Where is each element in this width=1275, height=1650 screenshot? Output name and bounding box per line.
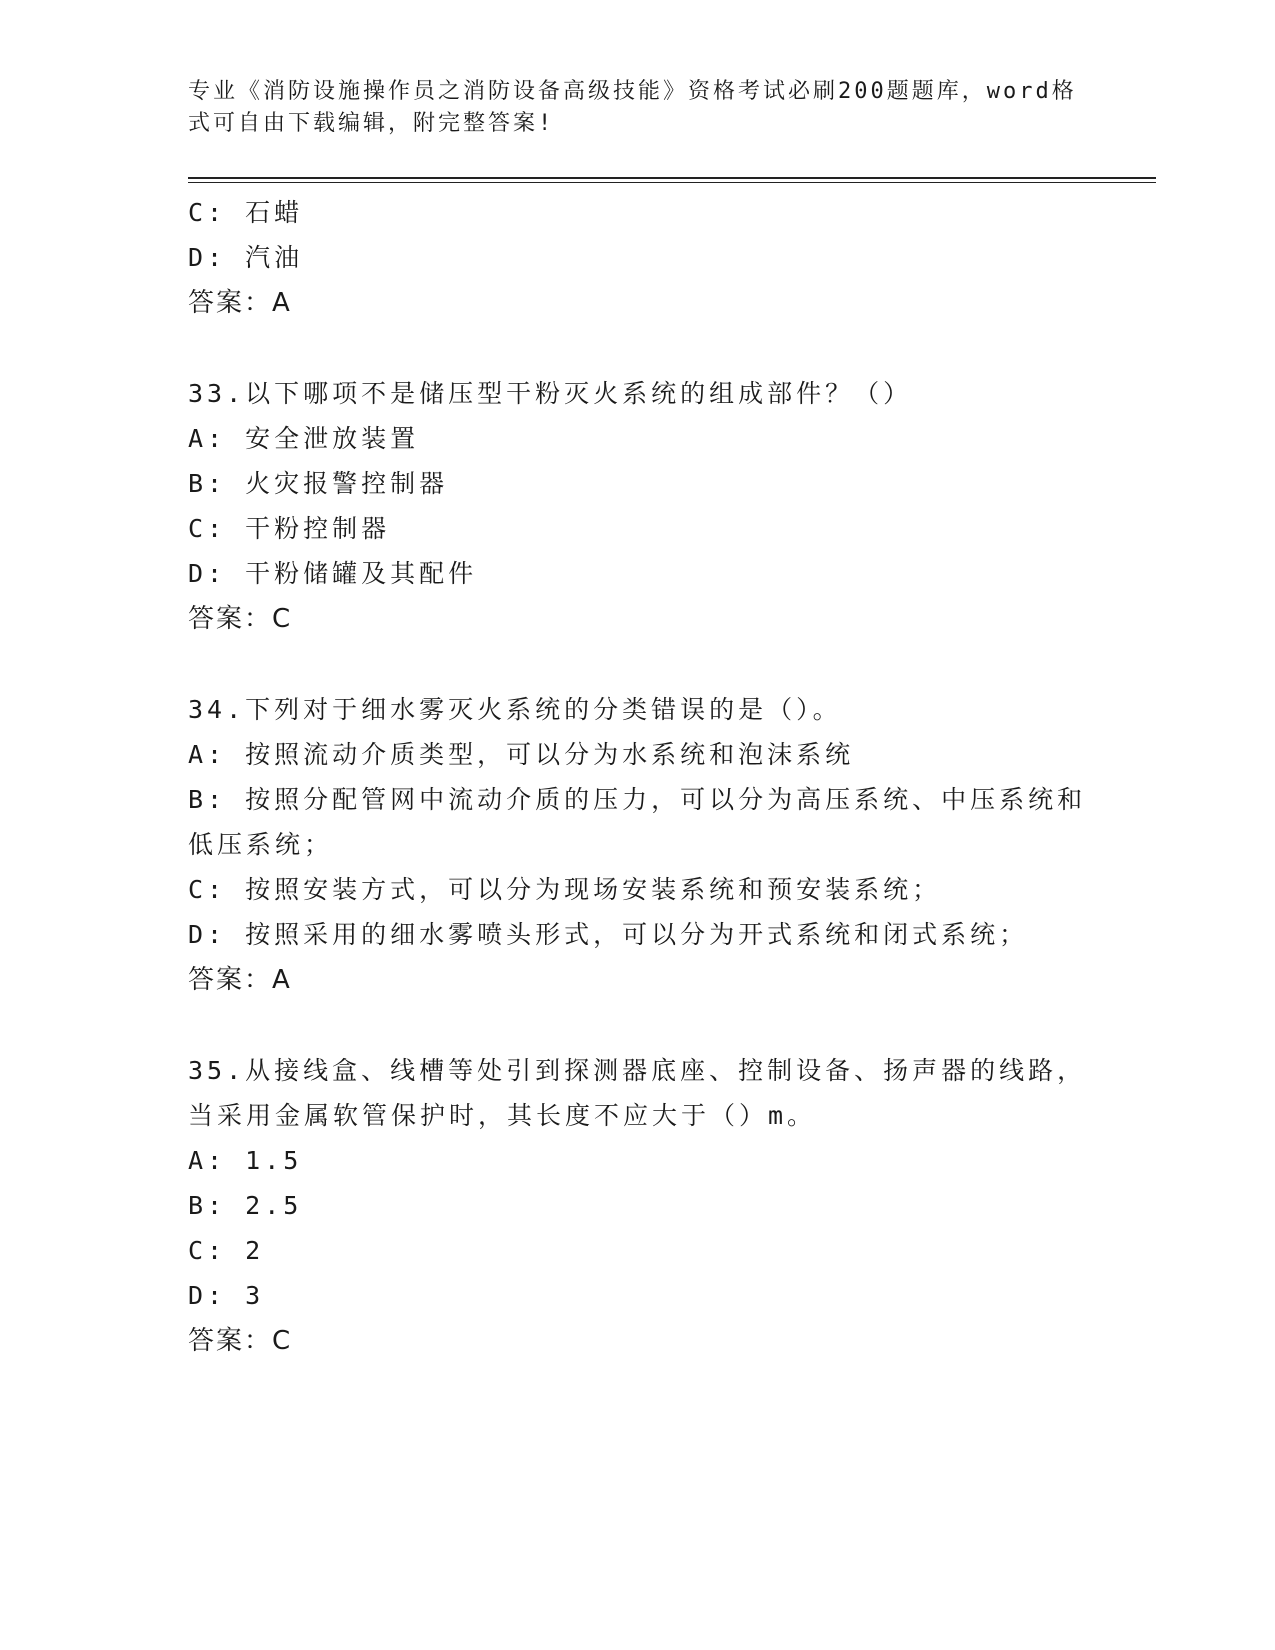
answer-line: 答案：A (188, 965, 292, 995)
option-c: C: 2 (188, 1236, 265, 1265)
option-c: C: 石蜡 (188, 198, 304, 227)
option-c: C: 按照安装方式，可以分为现场安装系统和预安装系统； (188, 875, 942, 904)
answer-line: 答案：A (188, 288, 292, 318)
spacer (188, 1004, 1088, 1048)
question-title: 35.从接线盒、线槽等处引到探测器底座、控制设备、扬声器的线路，当采用金属软管保护时，其长度不应大于（）m。 (188, 1056, 1087, 1130)
answer-line: 答案：C (188, 1326, 293, 1356)
document-header: 专业《消防设施操作员之消防设备高级技能》资格考试必刷200题题库，word格式可自由下载编辑，附完整答案! (188, 79, 1077, 136)
option-d: D: 干粉储罐及其配件 (188, 559, 478, 588)
question-content (188, 190, 1088, 1365)
option-d: D: 3 (188, 1281, 265, 1310)
option-a: A: 按照流动介质类型，可以分为水系统和泡沫系统 (188, 740, 855, 769)
option-c: C: 干粉控制器 (188, 514, 391, 543)
answer-line: 答案：C (188, 604, 293, 634)
option-a: A: 1.5 (188, 1146, 303, 1175)
option-b: B: 火灾报警控制器 (188, 469, 449, 498)
question-block (188, 371, 1088, 643)
option-d: D: 按照采用的细水雾喷头形式，可以分为开式系统和闭式系统； (188, 920, 1029, 949)
question-title: 33.以下哪项不是储压型干粉灭火系统的组成部件？（） (188, 379, 913, 408)
header-divider-thin (188, 182, 1156, 183)
header-divider-thick (188, 177, 1156, 179)
spacer (188, 643, 1088, 687)
option-d: D: 汽油 (188, 243, 304, 272)
question-block (188, 687, 1088, 1004)
option-b: B: 按照分配管网中流动介质的压力，可以分为高压系统、中压系统和低压系统； (188, 785, 1087, 859)
question-title: 34.下列对于细水雾灭火系统的分类错误的是（）。 (188, 695, 842, 724)
option-a: A: 安全泄放装置 (188, 424, 420, 453)
option-b: B: 2.5 (188, 1191, 303, 1220)
question-block (188, 1048, 1088, 1365)
spacer (188, 327, 1088, 371)
